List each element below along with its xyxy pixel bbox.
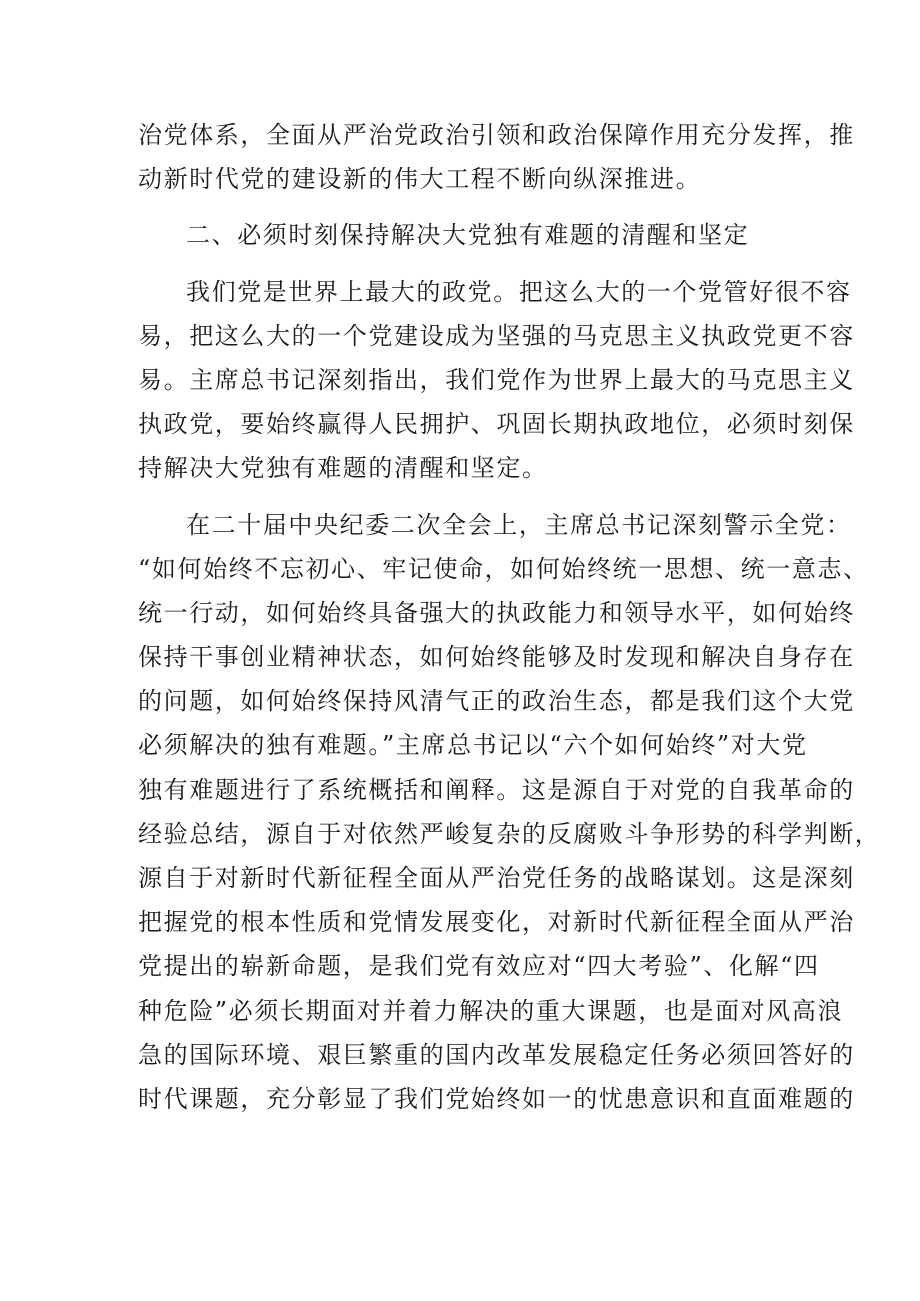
text-line: 经验总结，源自于对依然严峻复杂的反腐败斗争形势的科学判断，	[138, 819, 881, 848]
text-line: 易。主席总书记深刻指出，我们党作为世界上最大的马克思主义	[138, 365, 855, 394]
text-line: 必须解决的独有难题。”主席总书记以“六个如何始终”对大党	[138, 731, 808, 760]
text-line: 在二十届中央纪委二次全会上，主席总书记深刻警示全党：	[186, 510, 852, 539]
text-line: 种危险”必须长期面对并着力解决的重大课题，也是面对风高浪	[138, 996, 844, 1025]
text-line: 持解决大党独有难题的清醒和坚定。	[138, 454, 548, 483]
paragraph-continuation	[138, 113, 855, 201]
text-line: 党提出的崭新命题，是我们党有效应对“四大考验”、化解“四	[138, 952, 820, 981]
text-line: 的问题，如何始终保持风清气正的政治生态，都是我们这个大党	[138, 687, 855, 716]
text-line: 时代课题，充分彰显了我们党始终如一的忧患意识和直面难题的	[138, 1084, 855, 1113]
text-line: 动新时代党的建设新的伟大工程不断向纵深推进。	[138, 165, 702, 194]
text-line: 执政党，要始终赢得人民拥护、巩固长期执政地位，必须时刻保	[138, 410, 855, 439]
document-body	[138, 113, 881, 1121]
text-line: 急的国际环境、艰巨繁重的国内改革发展稳定任务必须回答好的	[138, 1040, 855, 1069]
text-line: 把握党的根本性质和党情发展变化，对新时代新征程全面从严治	[138, 908, 855, 937]
text-line: 治党体系，全面从严治党政治引领和政治保障作用充分发挥，推	[138, 121, 855, 149]
section-heading	[138, 213, 798, 257]
text-line: 独有难题进行了系统概括和阐释。这是源自于对党的自我革命的	[138, 775, 855, 804]
paragraph	[138, 270, 855, 491]
text-line: 统一行动，如何始终具备强大的执政能力和领导水平，如何始终	[138, 598, 855, 627]
text-line: 源自于对新时代新征程全面从严治党任务的战略谋划。这是深刻	[138, 864, 855, 892]
text-line: 易，把这么大的一个党建设成为坚强的马克思主义执政党更不容	[138, 321, 855, 350]
paragraph	[138, 503, 881, 1122]
text-line: 保持干事创业精神状态，如何始终能够及时发现和解决自身存在	[138, 643, 855, 672]
text-line: 我们党是世界上最大的政党。把这么大的一个党管好很不容	[186, 277, 852, 306]
heading-text: 二、必须时刻保持解决大党独有难题的清醒和坚定	[186, 221, 750, 250]
text-line: “如何始终不忘初心、牢记使命，如何始终统一思想、统一意志、	[138, 554, 869, 583]
